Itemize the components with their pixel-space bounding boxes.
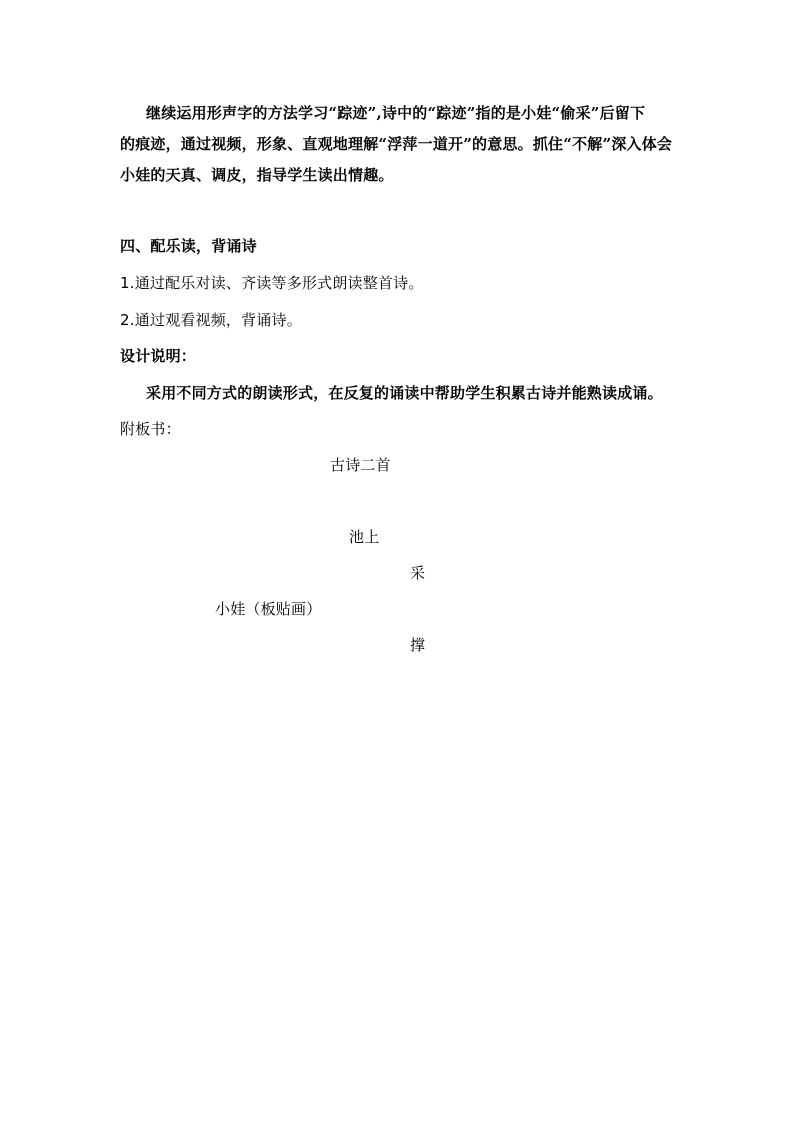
section-heading: 四、配乐读，背诵诗: [120, 237, 257, 255]
board-title: 古诗二首: [330, 456, 391, 474]
paragraph-line-1: 继续运用形声字的方法学习“踪迹”,诗中的“踪迹”指的是小娃“偷采”后留下: [146, 104, 646, 122]
board-label: 附板书：: [120, 420, 181, 438]
design-note-label: 设计说明：: [120, 347, 197, 365]
list-item-2: 2.通过观看视频，背诵诗。: [120, 311, 302, 329]
list-item-1: 1.通过配乐对读、齐读等多形式朗读整首诗。: [120, 274, 424, 292]
poem-title: 池上: [349, 528, 380, 546]
paragraph-line-3: 小娃的天真、调皮，指导学生读出情趣。: [120, 166, 394, 184]
design-note-text: 采用不同方式的朗读形式，在反复的诵读中帮助学生积累古诗并能熟读成诵。: [146, 384, 663, 402]
board-word-cai: 采: [410, 564, 426, 582]
paragraph-line-2: 的痕迹，通过视频，形象、直观地理解“浮萍一道开”的意思。抓住“不解”深入体会: [120, 135, 673, 153]
board-word-cheng: 撑: [410, 636, 426, 654]
board-subject: 小娃（板贴画）: [215, 600, 322, 618]
